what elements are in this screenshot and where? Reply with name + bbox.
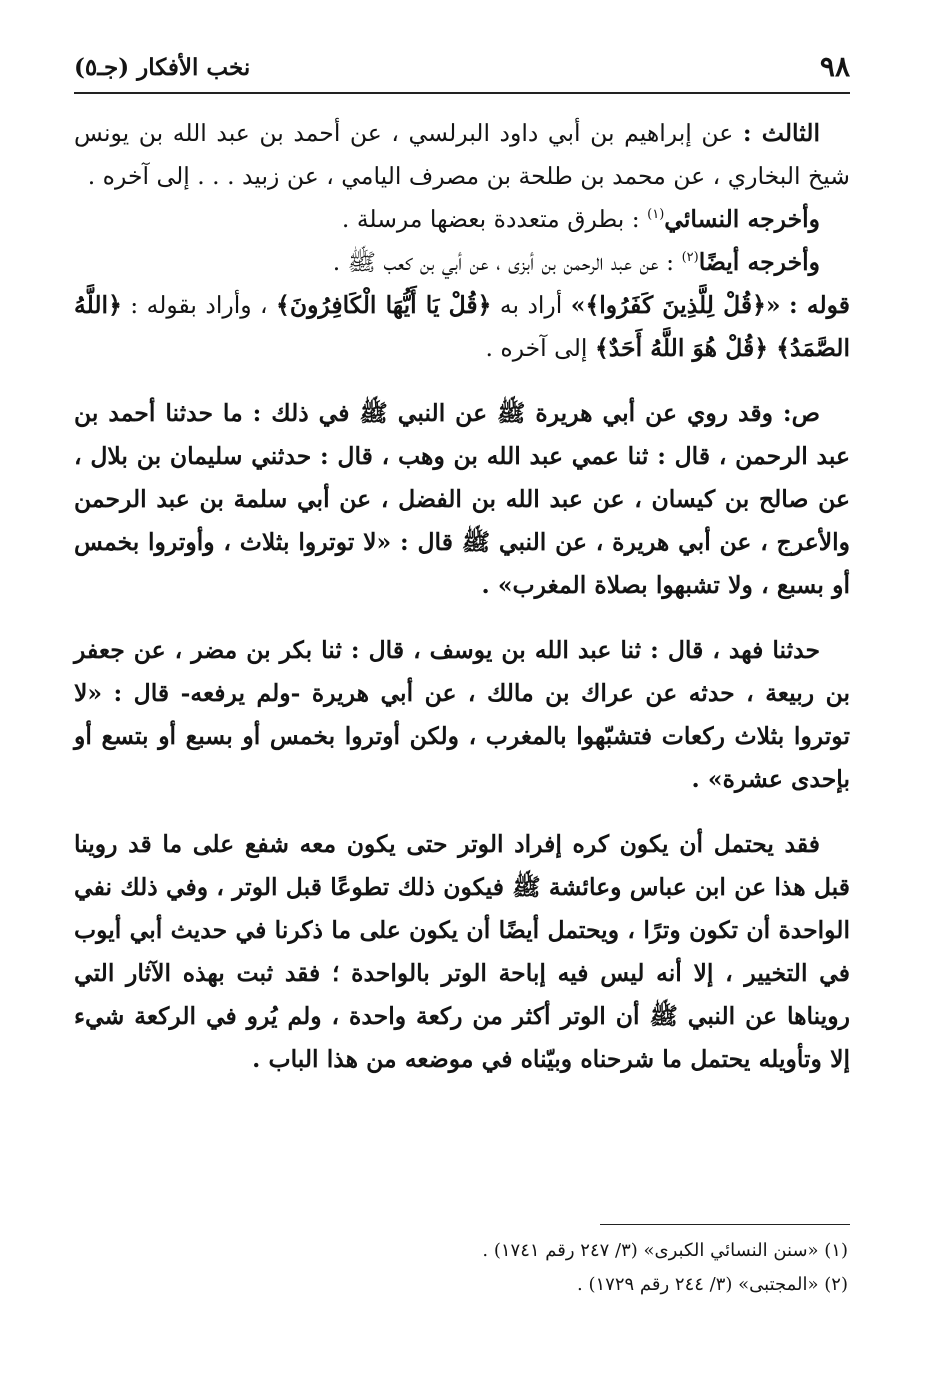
page-header	[74, 44, 850, 94]
paragraph-text: إلى آخره .	[485, 334, 588, 362]
paragraph-label: قوله :	[789, 291, 850, 319]
book-title: نخب الأفكار (جـ٥)	[74, 54, 251, 81]
quran-quote: ﴿اللَّهُ الصَّمَدُ﴾ ﴿قُلْ هُوَ اللَّهُ أَحَدٌ﴾	[74, 291, 850, 362]
footnote-1: (١) «سنن النسائي الكبرى» (٣/ ٢٤٧ رقم ١٧٤١) .	[482, 1240, 848, 1261]
paragraph-label: وأخرجه النسائي	[664, 205, 820, 233]
matn-block-2	[74, 629, 850, 801]
paragraph-quran-explanation	[74, 284, 850, 370]
paragraph-also	[74, 241, 850, 284]
footnote-divider	[600, 1224, 850, 1225]
paragraph-text: عن إبراهيم بن أبي داود البرلسي ، عن أحمد بن عبد الله بن يونس شيخ البخاري ، عن محمد بن طلحة بن مصرف اليامي ، عن زبيد . . . إلى آخره .	[74, 119, 850, 190]
footnote-2: (٢) «المجتبى» (٣/ ٢٤٤ رقم ١٧٢٩) .	[577, 1274, 848, 1295]
paragraph-text: فقد يحتمل أن يكون كره إفراد الوتر حتى يكون معه شفع على ما قد روينا قبل هذا عن ابن عباس وعائشة ﷺ فيكون ذلك تطوعًا قبل الوتر ، وفي ذلك نفي الواحدة أن تكون وترًا ، ويحتمل أيضًا أن يكون على ما ذكرنا في حديث أبي أيوب في التخيير ، إلا أنه ليس فيه إباحة الوتر بالواحدة ؛ فقد ثبت بهذه الآثار التي رويناها عن النبي ﷺ أن الوتر أكثر من ركعة واحدة ، ولم يُرو في الركعة شيء إلا وتأويله يحتمل ما شرحناه وبيّناه في موضعه من هذا الباب .	[74, 830, 851, 1073]
footnotes	[74, 1234, 850, 1302]
paragraph-label: الثالث :	[742, 119, 820, 147]
paragraph-text: ص: وقد روي عن أبي هريرة ﷺ عن النبي ﷺ في ذلك : ما حدثنا أحمد بن عبد الرحمن ، قال : ثنا عمي عبد الله بن وهب ، قال : حدثني سليمان بن بلال ، عن صالح بن كيسان ، عن عبد الله بن الفضل ، عن أبي سلمة بن عبد الرحمن والأعرج ، عن أبي هريرة ، عن النبي ﷺ قال : «لا توتروا بثلاث ، وأوتروا بخمس أو بسبع ، ولا تشبهوا بصلاة المغرب» .	[74, 399, 850, 599]
page-number: ٩٨	[819, 50, 850, 83]
paragraph-text: حدثنا فهد ، قال : ثنا عبد الله بن يوسف ، قال : ثنا بكر بن مضر ، عن جعفر بن ربيعة ، حدثه عن عراك بن مالك ، عن أبي هريرة -ولم يرفعه- قال : «لا توتروا بثلاث ركعات فتشبّهوا بالمغرب ، ولكن أوتروا بخمس أو بسبع أو بتسع أو بإحدى عشرة» .	[74, 636, 850, 793]
commentary-block	[74, 112, 850, 370]
matn-block-3	[74, 823, 850, 1081]
paragraph-nasai	[74, 198, 850, 241]
matn-block-1	[74, 392, 850, 607]
header-divider	[74, 92, 850, 94]
footnote-ref[interactable]: (١)	[647, 207, 665, 223]
paragraph-text: أراد به	[499, 291, 563, 319]
paragraph-label: وأخرجه أيضًا	[698, 248, 820, 276]
main-text	[74, 112, 850, 1081]
footnote-ref[interactable]: (٢)	[681, 250, 699, 266]
paragraph-text: : عن عبد الرحمن بن أبزى ، عن أبي بن كعب ﷺ .	[332, 248, 675, 276]
quran-quote: «﴿قُلْ لِلَّذِينَ كَفَرُوا﴾»	[570, 291, 781, 319]
paragraph-text: : بطرق متعددة بعضها مرسلة .	[341, 205, 640, 233]
paragraph-text: ، وأراد بقوله :	[130, 291, 268, 319]
paragraph-third-chain	[74, 112, 850, 198]
quran-quote: ﴿قُلْ يَا أَيُّهَا الْكَافِرُونَ﴾	[276, 291, 492, 319]
